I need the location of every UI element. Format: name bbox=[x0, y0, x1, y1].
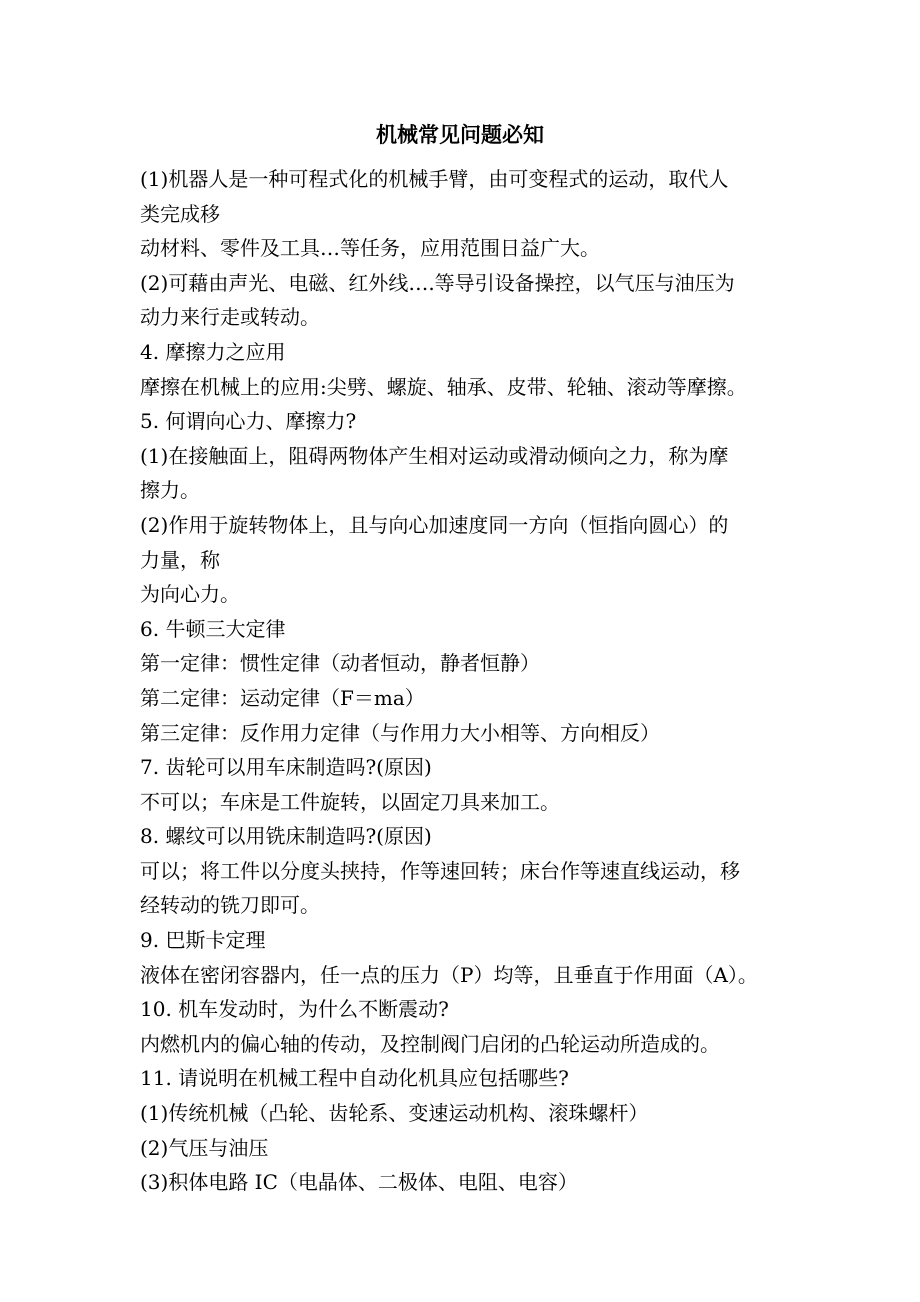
text-line: 第二定律：运动定律（F＝ma） bbox=[140, 685, 425, 710]
text-line: 内燃机内的偏心轴的传动，及控制阀门启闭的凸轮运动所造成的。 bbox=[140, 1031, 720, 1056]
text-line: 第一定律：惯性定律（动者恒动，静者恒静） bbox=[140, 651, 540, 676]
text-line: 8. 螺纹可以用铣床制造吗?(原因) bbox=[140, 824, 432, 849]
text-line: (2)作用于旋转物体上，且与向心加速度同一方向（恒指向圆心）的 bbox=[140, 512, 729, 537]
text-line: 6. 牛顿三大定律 bbox=[140, 616, 286, 641]
text-line: 为向心力。 bbox=[140, 582, 240, 607]
text-line: 动力来行走或转动。 bbox=[140, 305, 320, 330]
text-line: 4. 摩擦力之应用 bbox=[140, 339, 286, 364]
text-line: (3)积体电路 IC（电晶体、二极体、电阻、电容） bbox=[140, 1170, 578, 1195]
text-line: 11. 请说明在机械工程中自动化机具应包括哪些? bbox=[140, 1066, 569, 1091]
text-line: (1)传统机械（凸轮、齿轮系、变速运动机构、滚珠螺杆） bbox=[140, 1101, 649, 1126]
text-line: 动材料、零件及工具…等任务，应用范围日益广大。 bbox=[140, 236, 600, 261]
text-line: 第三定律：反作用力定律（与作用力大小相等、方向相反） bbox=[140, 720, 660, 745]
text-line: 擦力。 bbox=[140, 478, 200, 503]
text-line: 5. 何谓向心力、摩擦力? bbox=[140, 409, 357, 434]
text-line: (1)在接触面上，阻碍两物体产生相对运动或滑动倾向之力，称为摩 bbox=[140, 443, 729, 468]
text-line: 7. 齿轮可以用车床制造吗?(原因) bbox=[140, 755, 432, 780]
text-line: 力量，称 bbox=[140, 547, 220, 572]
document-body bbox=[140, 162, 790, 1200]
text-line: 9. 巴斯卡定理 bbox=[140, 928, 266, 953]
text-line: (1)机器人是一种可程式化的机械手臂，由可变程式的运动，取代人 bbox=[140, 167, 729, 191]
page-title: 机械常见问题必知 bbox=[376, 122, 544, 147]
text-line: 可以；将工件以分度头挟持，作等速回转；床台作等速直线运动，移 bbox=[140, 858, 740, 883]
text-line: 摩擦在机械上的应用:尖劈、螺旋、轴承、皮带、轮轴、滚动等摩擦。 bbox=[140, 374, 747, 399]
text-line: 10. 机车发动时，为什么不断震动? bbox=[140, 997, 449, 1022]
text-line: 经转动的铣刀即可。 bbox=[140, 893, 320, 918]
text-line: 不可以；车床是工件旋转，以固定刀具来加工。 bbox=[140, 789, 560, 814]
text-line: (2)可藉由声光、电磁、红外线….等导引设备操控，以气压与油压为 bbox=[140, 270, 735, 295]
text-line: 类完成移 bbox=[140, 201, 220, 226]
text-line: 液体在密闭容器内，任一点的压力（P）均等，且垂直于作用面（A）。 bbox=[140, 962, 758, 987]
text-line: (2)气压与油压 bbox=[140, 1135, 269, 1160]
